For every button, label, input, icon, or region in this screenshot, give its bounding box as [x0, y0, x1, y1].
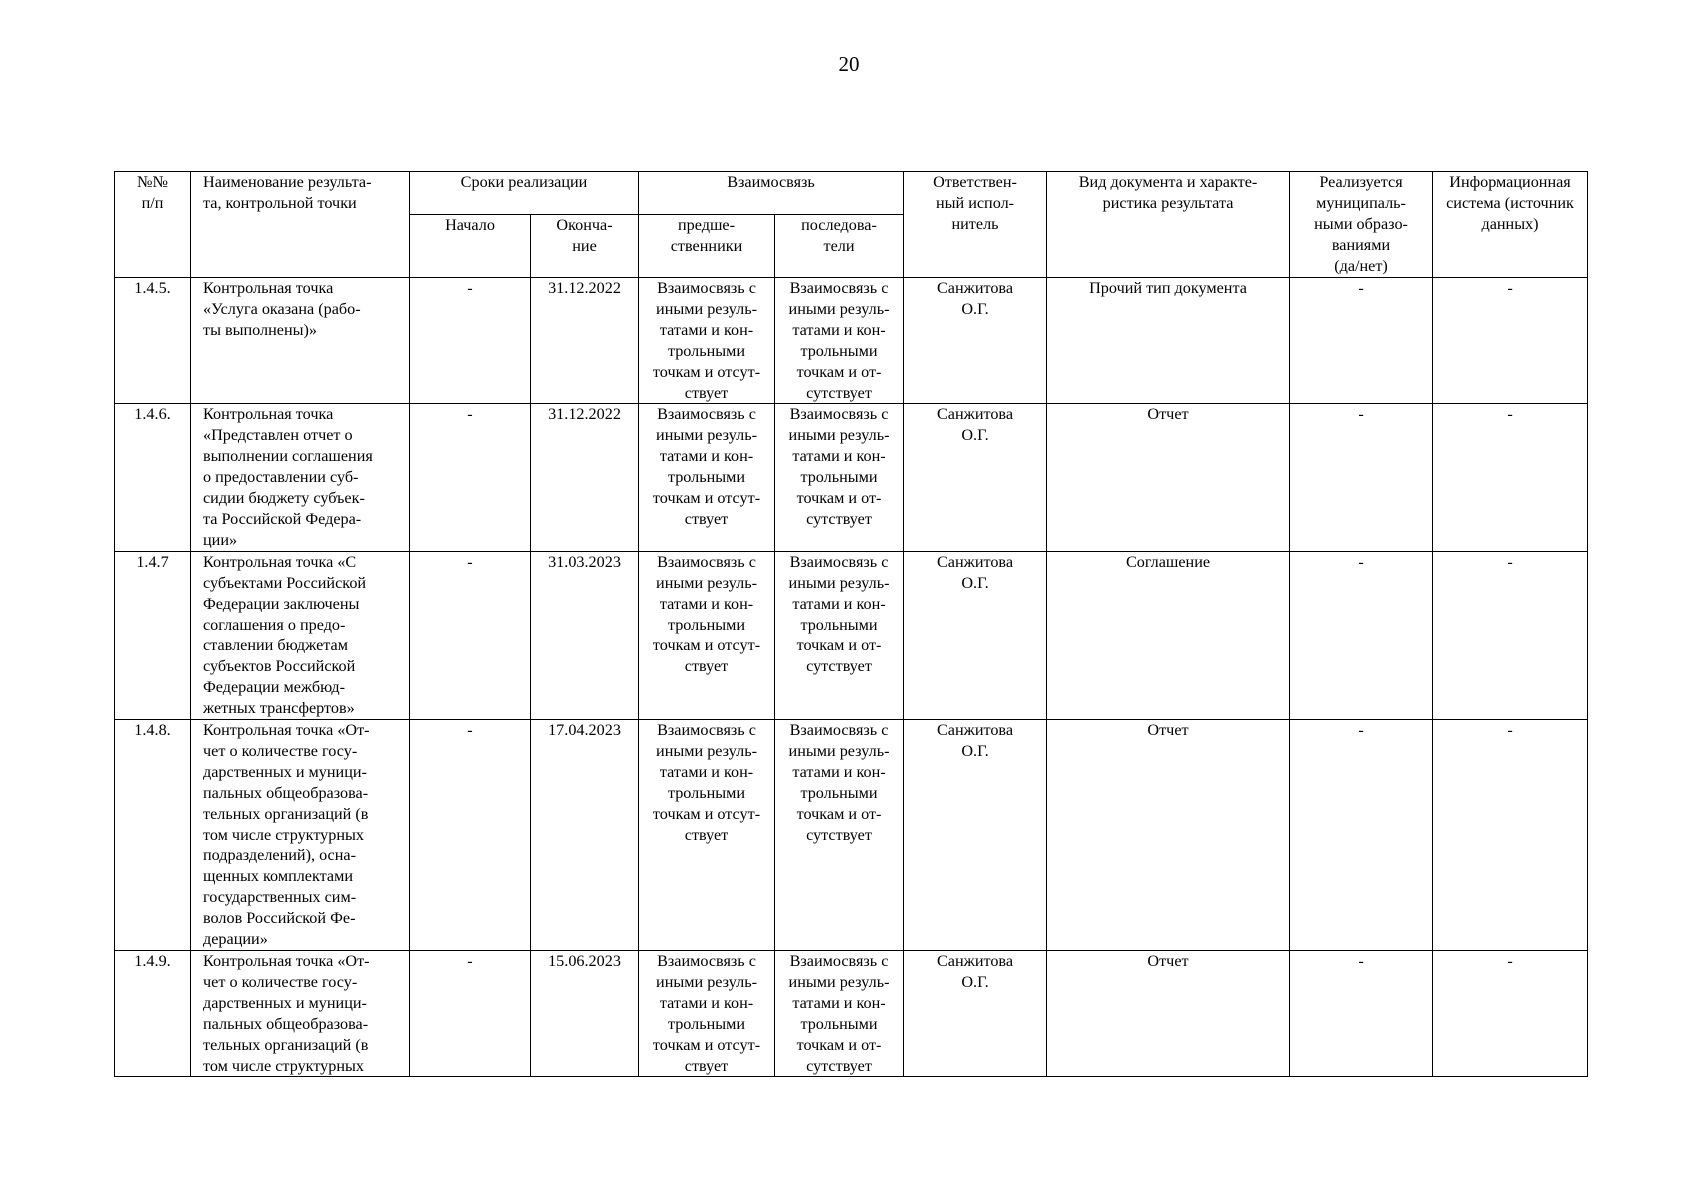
cell-start: - — [410, 278, 531, 404]
cell-document-type: Отчет — [1047, 951, 1290, 1077]
table-row — [115, 278, 1588, 404]
header-responsible: Ответствен- ный испол- нитель — [904, 172, 1047, 278]
table-row — [115, 720, 1588, 951]
table-row — [115, 404, 1588, 551]
header-predecessors: предше- ственники — [639, 215, 775, 278]
cell-name: Контрольная точка «Услуга оказана (рабо- ты выполнены)» — [191, 278, 410, 404]
cell-document-type: Отчет — [1047, 404, 1290, 551]
cell-responsible: Санжитова О.Г. — [904, 404, 1047, 551]
cell-info-system: - — [1433, 951, 1588, 1077]
cell-successors: Взаимосвязь с иными резуль- татами и кон- трольными точкам и от- сутствует — [775, 551, 904, 719]
cell-predecessors: Взаимосвязь с иными резуль- татами и кон- трольными точкам и отсут- ствует — [639, 551, 775, 719]
cell-predecessors: Взаимосвязь с иными резуль- татами и кон- трольными точкам и отсут- ствует — [639, 278, 775, 404]
cell-num: 1.4.8. — [115, 720, 191, 951]
header-municipal: Реализуется муниципаль- ными образо- ваниями (да/нет) — [1290, 172, 1433, 278]
cell-num: 1.4.7 — [115, 551, 191, 719]
cell-num: 1.4.9. — [115, 951, 191, 1077]
header-info-system: Информационная система (источник данных) — [1433, 172, 1588, 278]
cell-predecessors: Взаимосвязь с иными резуль- татами и кон- трольными точкам и отсут- ствует — [639, 720, 775, 951]
cell-successors: Взаимосвязь с иными резуль- татами и кон- трольными точкам и от- сутствует — [775, 720, 904, 951]
header-terms: Сроки реализации — [410, 172, 639, 215]
results-table — [114, 171, 1588, 1077]
cell-info-system: - — [1433, 551, 1588, 719]
header-row — [115, 172, 1588, 215]
cell-end: 15.06.2023 — [531, 951, 639, 1077]
cell-info-system: - — [1433, 720, 1588, 951]
cell-start: - — [410, 951, 531, 1077]
header-document-type: Вид документа и характе- ристика результата — [1047, 172, 1290, 278]
cell-responsible: Санжитова О.Г. — [904, 551, 1047, 719]
cell-name: Контрольная точка «От- чет о количестве госу- дарственных и муници- пальных общеобразова- тельных организаций (в том числе структурных подразделений), осна- щенных комплектами государственных сим- волов Российской Фе- дерации» — [191, 720, 410, 951]
cell-end: 17.04.2023 — [531, 720, 639, 951]
cell-responsible: Санжитова О.Г. — [904, 278, 1047, 404]
cell-start: - — [410, 720, 531, 951]
cell-info-system: - — [1433, 404, 1588, 551]
cell-end: 31.03.2023 — [531, 551, 639, 719]
page-number: 20 — [838, 52, 860, 76]
cell-successors: Взаимосвязь с иными резуль- татами и кон- трольными точкам и от- сутствует — [775, 278, 904, 404]
header-successors: последова- тели — [775, 215, 904, 278]
cell-document-type: Отчет — [1047, 720, 1290, 951]
cell-responsible: Санжитова О.Г. — [904, 951, 1047, 1077]
header-end: Оконча- ние — [531, 215, 639, 278]
header-num: №№ п/п — [115, 172, 191, 278]
cell-municipal: - — [1290, 551, 1433, 719]
cell-document-type: Прочий тип документа — [1047, 278, 1290, 404]
cell-start: - — [410, 404, 531, 551]
table-row — [115, 951, 1588, 1077]
cell-end: 31.12.2022 — [531, 404, 639, 551]
cell-municipal: - — [1290, 404, 1433, 551]
cell-municipal: - — [1290, 278, 1433, 404]
cell-num: 1.4.5. — [115, 278, 191, 404]
cell-responsible: Санжитова О.Г. — [904, 720, 1047, 951]
header-name: Наименование результа- та, контрольной точки — [191, 172, 410, 278]
cell-num: 1.4.6. — [115, 404, 191, 551]
cell-predecessors: Взаимосвязь с иными резуль- татами и кон- трольными точкам и отсут- ствует — [639, 404, 775, 551]
header-link: Взаимосвязь — [639, 172, 904, 215]
cell-start: - — [410, 551, 531, 719]
table-row — [115, 551, 1588, 719]
cell-successors: Взаимосвязь с иными резуль- татами и кон- трольными точкам и от- сутствует — [775, 951, 904, 1077]
cell-name: Контрольная точка «Представлен отчет о выполнении соглашения о предоставлении суб- сидии бюджету субъек- та Российской Федера- ции» — [191, 404, 410, 551]
cell-municipal: - — [1290, 720, 1433, 951]
cell-name: Контрольная точка «От- чет о количестве госу- дарственных и муници- пальных общеобразова- тельных организаций (в том числе структурных — [191, 951, 410, 1077]
cell-successors: Взаимосвязь с иными резуль- татами и кон- трольными точкам и от- сутствует — [775, 404, 904, 551]
cell-municipal: - — [1290, 951, 1433, 1077]
cell-end: 31.12.2022 — [531, 278, 639, 404]
header-start: Начало — [410, 215, 531, 278]
cell-predecessors: Взаимосвязь с иными резуль- татами и кон- трольными точкам и отсут- ствует — [639, 951, 775, 1077]
cell-document-type: Соглашение — [1047, 551, 1290, 719]
cell-info-system: - — [1433, 278, 1588, 404]
cell-name: Контрольная точка «С субъектами Российской Федерации заключены соглашения о предо- ставлении бюджетам субъектов Российской Федерации межбюд- жетных трансфертов» — [191, 551, 410, 719]
